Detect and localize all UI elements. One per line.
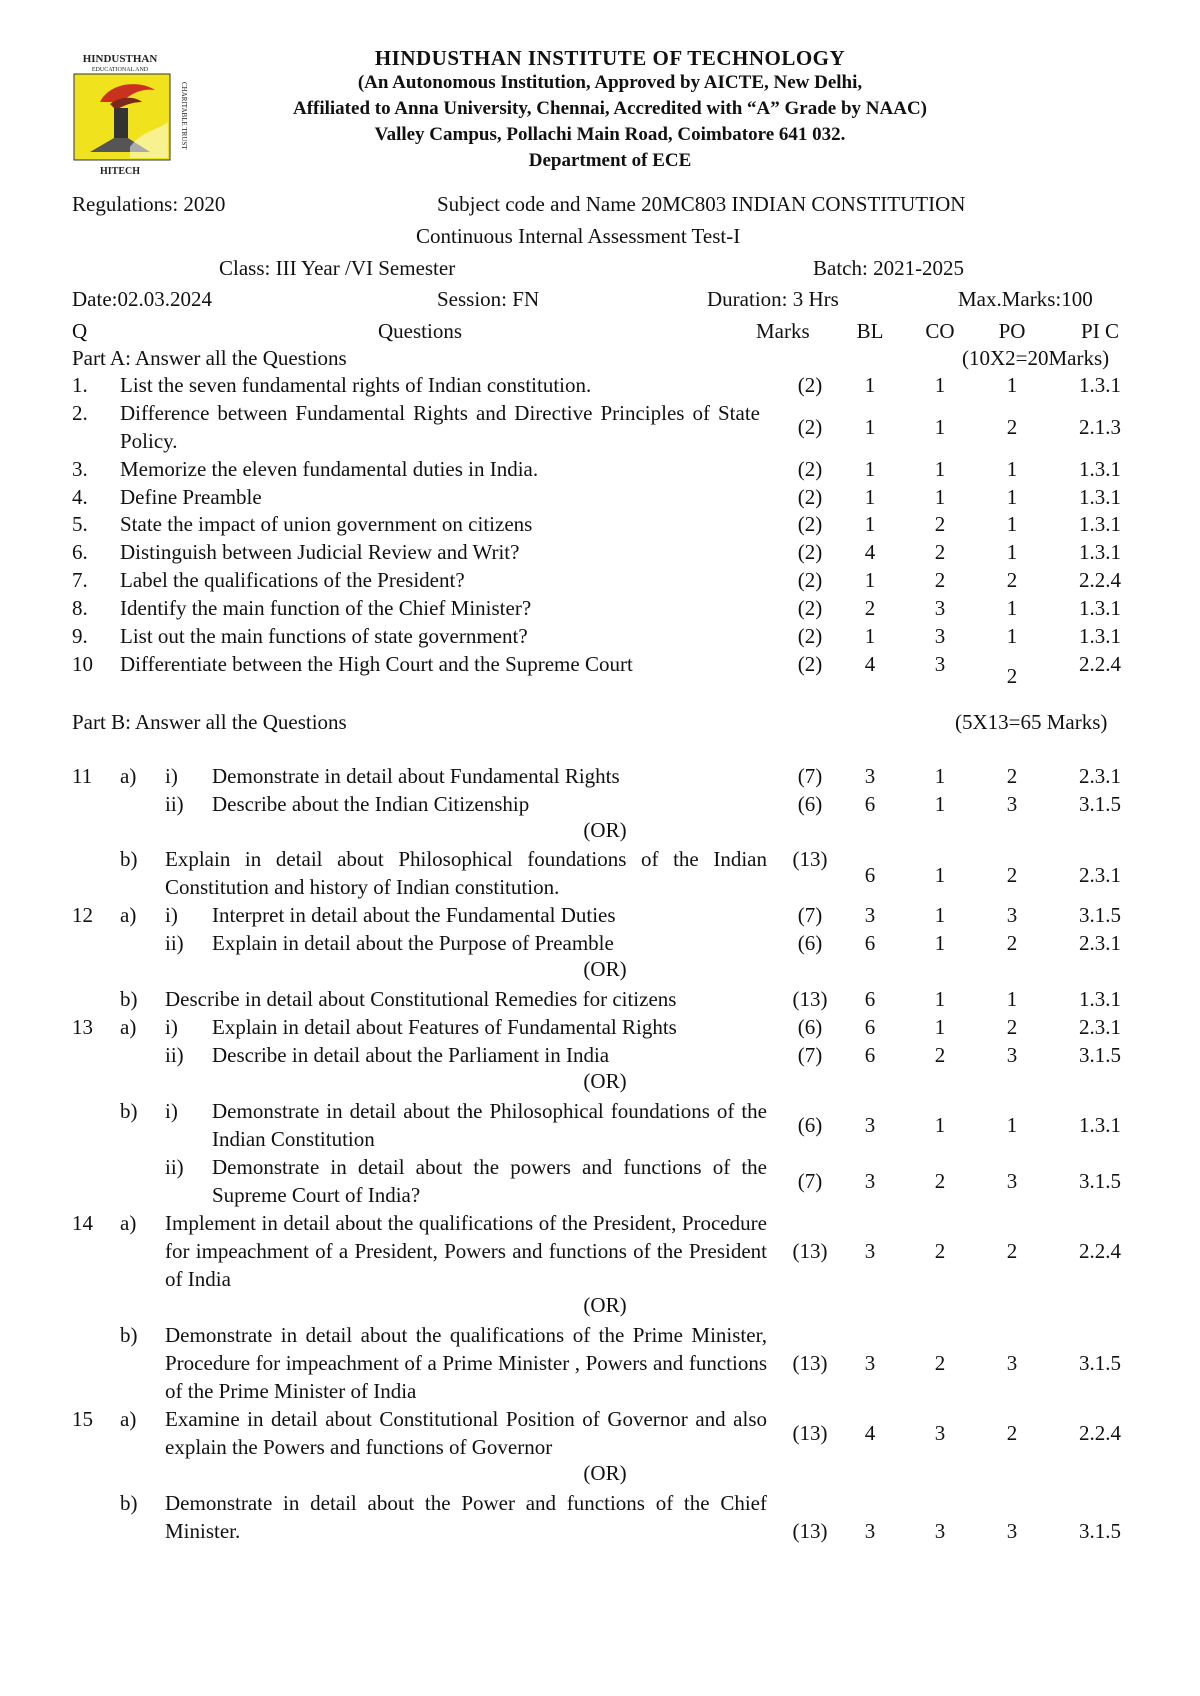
- question-text: Demonstrate in detail about the qualifications of the Prime Minister, Procedure for impeachment of a Prime Minister , Powers and functions of the Prime Minister of India: [165, 1323, 767, 1403]
- question-13b-ii: [0, 1153, 1200, 1209]
- question-co: 2: [934, 1351, 946, 1375]
- question-po: 2: [1006, 664, 1018, 688]
- question-number: 11: [72, 764, 93, 788]
- question-marks: (13): [792, 1519, 828, 1543]
- question-pi: 3.1.5: [1079, 903, 1121, 927]
- question-marks: (2): [797, 415, 823, 439]
- question-text: Describe in detail about Constitutional Remedies for citizens: [165, 987, 677, 1011]
- question-bl: 3: [864, 1519, 876, 1543]
- question-part: a): [120, 1015, 137, 1039]
- question-co: 1: [934, 792, 946, 816]
- question-bl: 3: [864, 1169, 876, 1193]
- question-text: Difference between Fundamental Rights and Directive Principles of State Policy.: [120, 401, 760, 453]
- question-marks: (13): [792, 1421, 828, 1445]
- question-po: 3: [1006, 1043, 1018, 1067]
- question-marks: (2): [797, 568, 823, 592]
- question-po: 1: [1006, 987, 1018, 1011]
- question-text: Interpret in detail about the Fundamental Duties: [212, 903, 616, 927]
- question-po: 2: [1006, 1421, 1018, 1445]
- question-bl: 1: [864, 512, 876, 536]
- question-marks: (2): [797, 373, 823, 397]
- or-separator: (OR): [583, 818, 627, 842]
- question-po: 2: [1006, 863, 1018, 887]
- question-subpart: i): [165, 1099, 178, 1123]
- question-marks: (6): [797, 1015, 823, 1039]
- question-text: Explain in detail about the Purpose of Preamble: [212, 931, 614, 955]
- question-po: 2: [1006, 1015, 1018, 1039]
- question-bl: 6: [864, 1015, 876, 1039]
- question-po: 2: [1006, 764, 1018, 788]
- question-subpart: i): [165, 764, 178, 788]
- question-bl: 6: [864, 792, 876, 816]
- question-co: 3: [934, 596, 946, 620]
- question-marks: (7): [797, 764, 823, 788]
- question-number: 12: [72, 903, 93, 927]
- question-pi: 2.3.1: [1079, 764, 1121, 788]
- question-co: 1: [934, 373, 946, 397]
- question-text: Distinguish between Judicial Review and Writ?: [120, 540, 520, 564]
- question-2: [0, 399, 1200, 455]
- col-questions: Questions: [378, 319, 462, 343]
- question-co: 2: [934, 1169, 946, 1193]
- question-part: b): [120, 1099, 138, 1123]
- question-part: a): [120, 1407, 137, 1431]
- question-3: [0, 455, 1200, 483]
- question-po: 2: [1006, 1239, 1018, 1263]
- question-pi: 1.3.1: [1079, 457, 1121, 481]
- question-pi: 2.2.4: [1079, 1421, 1121, 1445]
- question-text: Demonstrate in detail about the powers and functions of the Supreme Court of India?: [212, 1155, 767, 1207]
- question-15b: [0, 1489, 1200, 1545]
- date-info: Date:02.03.2024: [72, 287, 212, 311]
- question-text: Describe about the Indian Citizenship: [212, 792, 530, 816]
- question-number: 6.: [72, 540, 88, 564]
- question-marks: (6): [797, 792, 823, 816]
- question-6: [0, 538, 1200, 566]
- question-part: b): [120, 847, 138, 871]
- question-po: 1: [1006, 624, 1018, 648]
- class-info: Class: III Year /VI Semester: [219, 256, 456, 280]
- question-bl: 1: [864, 624, 876, 648]
- question-bl: 4: [864, 652, 876, 676]
- question-marks: (2): [797, 596, 823, 620]
- question-pi: 2.1.3: [1079, 415, 1121, 439]
- question-co: 1: [934, 987, 946, 1011]
- institute-line-3: Affiliated to Anna University, Chennai, Accredited with “A” Grade by NAAC): [292, 98, 928, 119]
- department: Department of ECE: [528, 150, 692, 171]
- question-co: 1: [934, 1015, 946, 1039]
- col-q: Q: [72, 319, 88, 343]
- question-bl: 1: [864, 457, 876, 481]
- question-pi: 2.2.4: [1079, 1239, 1121, 1263]
- question-co: 3: [934, 1519, 946, 1543]
- question-text: Demonstrate in detail about the Philosophical foundations of the Indian Constitution: [212, 1099, 767, 1151]
- question-text: List out the main functions of state government?: [120, 624, 528, 648]
- question-number: 9.: [72, 624, 88, 648]
- question-bl: 6: [864, 987, 876, 1011]
- question-part: b): [120, 1491, 138, 1515]
- question-co: 1: [934, 485, 946, 509]
- question-14b: [0, 1321, 1200, 1405]
- question-text: Demonstrate in detail about Fundamental Rights: [212, 764, 620, 788]
- question-number: 3.: [72, 457, 88, 481]
- question-co: 2: [934, 1239, 946, 1263]
- duration-info: Duration: 3 Hrs: [707, 287, 839, 311]
- question-bl: 3: [864, 1113, 876, 1137]
- or-separator: (OR): [583, 957, 627, 981]
- question-bl: 3: [864, 1351, 876, 1375]
- question-7: [0, 566, 1200, 594]
- question-marks: (13): [792, 1239, 828, 1263]
- question-co: 3: [934, 652, 946, 676]
- batch-info: Batch: 2021-2025: [813, 256, 965, 280]
- question-subpart: ii): [165, 792, 184, 816]
- question-number: 1.: [72, 373, 88, 397]
- question-po: 1: [1006, 596, 1018, 620]
- question-text: Explain in detail about Features of Fundamental Rights: [212, 1015, 677, 1039]
- question-15a: [0, 1405, 1200, 1461]
- logo-side-text: CHARITABLE TRUST: [180, 82, 188, 150]
- question-number: 2.: [72, 401, 88, 425]
- question-number: 5.: [72, 512, 88, 536]
- question-po: 2: [1006, 931, 1018, 955]
- institute-logo: [70, 52, 200, 180]
- question-text: Demonstrate in detail about the Power and functions of the Chief Minister.: [165, 1491, 767, 1543]
- question-text: Examine in detail about Constitutional Position of Governor and also explain the Powers and functions of Governor: [165, 1407, 767, 1459]
- question-co: 2: [934, 568, 946, 592]
- question-marks: (13): [792, 987, 828, 1011]
- question-co: 2: [934, 512, 946, 536]
- question-bl: 1: [864, 373, 876, 397]
- question-text: Memorize the eleven fundamental duties in India.: [120, 457, 539, 481]
- question-co: 3: [934, 1421, 946, 1445]
- question-pi: 3.1.5: [1079, 1519, 1121, 1543]
- question-13b-i: [0, 1097, 1200, 1153]
- question-14a: [0, 1209, 1200, 1293]
- question-part: a): [120, 764, 137, 788]
- question-marks: (2): [797, 485, 823, 509]
- question-subpart: ii): [165, 1155, 184, 1179]
- question-text: Describe in detail about the Parliament in India: [212, 1043, 610, 1067]
- question-5: [0, 510, 1200, 538]
- question-pi: 1.3.1: [1079, 540, 1121, 564]
- question-marks: (6): [797, 931, 823, 955]
- question-po: 3: [1006, 1519, 1018, 1543]
- col-co: CO: [925, 319, 955, 343]
- question-10: [0, 650, 1200, 688]
- question-marks: (7): [797, 903, 823, 927]
- question-pi: 1.3.1: [1079, 624, 1121, 648]
- question-number: 7.: [72, 568, 88, 592]
- or-separator: (OR): [583, 1293, 627, 1317]
- question-number: 15: [72, 1407, 93, 1431]
- question-po: 2: [1006, 415, 1018, 439]
- or-separator: (OR): [583, 1461, 627, 1485]
- question-po: 1: [1006, 540, 1018, 564]
- institute-name: HINDUSTHAN INSTITUTE OF TECHNOLOGY: [374, 46, 846, 70]
- question-subpart: ii): [165, 931, 184, 955]
- question-pi: 1.3.1: [1079, 987, 1121, 1011]
- question-pi: 1.3.1: [1079, 512, 1121, 536]
- col-marks: Marks: [756, 319, 810, 343]
- test-name: Continuous Internal Assessment Test-I: [416, 224, 741, 248]
- question-pi: 3.1.5: [1079, 1351, 1121, 1375]
- question-bl: 3: [864, 1239, 876, 1263]
- question-co: 3: [934, 624, 946, 648]
- question-pi: 2.2.4: [1079, 568, 1121, 592]
- question-bl: 1: [864, 568, 876, 592]
- question-pi: 3.1.5: [1079, 792, 1121, 816]
- logo-subtitle-text: EDUCATIONAL AND: [91, 67, 149, 73]
- session-info: Session: FN: [437, 287, 540, 311]
- question-9: [0, 622, 1200, 650]
- question-part: a): [120, 1211, 137, 1235]
- question-number: 10: [72, 652, 93, 676]
- question-pi: 1.3.1: [1079, 485, 1121, 509]
- subject: Subject code and Name 20MC803 INDIAN CONSTITUTION: [437, 192, 966, 216]
- col-bl: BL: [856, 319, 884, 343]
- question-marks: (7): [797, 1043, 823, 1067]
- question-11b: [0, 845, 1200, 901]
- question-po: 1: [1006, 457, 1018, 481]
- question-part: b): [120, 1323, 138, 1347]
- question-bl: 2: [864, 596, 876, 620]
- question-bl: 1: [864, 485, 876, 509]
- question-text: Label the qualifications of the President?: [120, 568, 465, 592]
- question-number: 14: [72, 1211, 93, 1235]
- question-po: 3: [1006, 1169, 1018, 1193]
- question-text: Define Preamble: [120, 485, 262, 509]
- part-a-title: Part A: Answer all the Questions: [72, 346, 347, 370]
- question-bl: 6: [864, 1043, 876, 1067]
- question-pi: 3.1.5: [1079, 1169, 1121, 1193]
- or-separator: (OR): [583, 1069, 627, 1093]
- question-subpart: ii): [165, 1043, 184, 1067]
- question-po: 1: [1006, 485, 1018, 509]
- question-number: 13: [72, 1015, 93, 1039]
- question-co: 1: [934, 764, 946, 788]
- question-4: [0, 483, 1200, 511]
- question-marks: (2): [797, 652, 823, 676]
- max-marks-info: Max.Marks:100: [958, 287, 1093, 311]
- question-text: Identify the main function of the Chief Minister?: [120, 596, 532, 620]
- question-co: 1: [934, 903, 946, 927]
- question-marks: (13): [792, 1351, 828, 1375]
- question-co: 1: [934, 457, 946, 481]
- question-8: [0, 594, 1200, 622]
- question-co: 2: [934, 1043, 946, 1067]
- logo-bottom-text: HITECH: [99, 166, 141, 177]
- question-pi: 1.3.1: [1079, 596, 1121, 620]
- question-bl: 3: [864, 764, 876, 788]
- regulations: Regulations: 2020: [72, 192, 226, 216]
- question-marks: (6): [797, 1113, 823, 1137]
- institute-line-2: (An Autonomous Institution, Approved by AICTE, New Delhi,: [357, 72, 863, 93]
- question-marks: (13): [792, 847, 828, 871]
- question-number: 4.: [72, 485, 88, 509]
- question-po: 1: [1006, 373, 1018, 397]
- question-co: 1: [934, 1113, 946, 1137]
- question-po: 2: [1006, 568, 1018, 592]
- question-co: 1: [934, 415, 946, 439]
- question-bl: 1: [864, 415, 876, 439]
- question-text: Implement in detail about the qualifications of the President, Procedure for impeachment of a President, Powers and functions of the President of India: [165, 1211, 767, 1291]
- question-part: b): [120, 987, 138, 1011]
- question-bl: 6: [864, 931, 876, 955]
- part-b-title: Part B: Answer all the Questions: [72, 710, 347, 734]
- question-marks: (2): [797, 624, 823, 648]
- question-text: List the seven fundamental rights of Indian constitution.: [120, 373, 592, 397]
- question-pi: 2.2.4: [1079, 652, 1121, 676]
- question-po: 1: [1006, 1113, 1018, 1137]
- col-po: PO: [998, 319, 1026, 343]
- question-marks: (7): [797, 1169, 823, 1193]
- question-bl: 6: [864, 863, 876, 887]
- question-pi: 2.3.1: [1079, 931, 1121, 955]
- question-pi: 2.3.1: [1079, 863, 1121, 887]
- question-1: [0, 371, 1200, 399]
- question-pi: 2.3.1: [1079, 1015, 1121, 1039]
- logo-title-text: HINDUSTHAN: [82, 53, 158, 65]
- question-marks: (2): [797, 457, 823, 481]
- question-subpart: i): [165, 903, 178, 927]
- question-text: State the impact of union government on citizens: [120, 512, 533, 536]
- question-pi: 1.3.1: [1079, 373, 1121, 397]
- question-co: 2: [934, 540, 946, 564]
- question-number: 8.: [72, 596, 88, 620]
- question-bl: 3: [864, 903, 876, 927]
- part-b-marks: (5X13=65 Marks): [955, 710, 1108, 734]
- question-co: 1: [934, 931, 946, 955]
- question-part: a): [120, 903, 137, 927]
- question-marks: (2): [797, 512, 823, 536]
- question-po: 1: [1006, 512, 1018, 536]
- question-co: 1: [934, 863, 946, 887]
- question-po: 3: [1006, 1351, 1018, 1375]
- question-po: 3: [1006, 903, 1018, 927]
- question-subpart: i): [165, 1015, 178, 1039]
- question-text: Differentiate between the High Court and the Supreme Court: [120, 652, 633, 676]
- col-pic: PI C: [1081, 319, 1119, 343]
- question-bl: 4: [864, 540, 876, 564]
- question-bl: 4: [864, 1421, 876, 1445]
- question-pi: 1.3.1: [1079, 1113, 1121, 1137]
- institute-address: Valley Campus, Pollachi Main Road, Coimbatore 641 032.: [374, 124, 846, 145]
- question-pi: 3.1.5: [1079, 1043, 1121, 1067]
- part-a-marks: (10X2=20Marks): [962, 346, 1110, 370]
- question-text: Explain in detail about Philosophical foundations of the Indian Constitution and history of Indian constitution.: [165, 847, 767, 899]
- question-marks: (2): [797, 540, 823, 564]
- question-po: 3: [1006, 792, 1018, 816]
